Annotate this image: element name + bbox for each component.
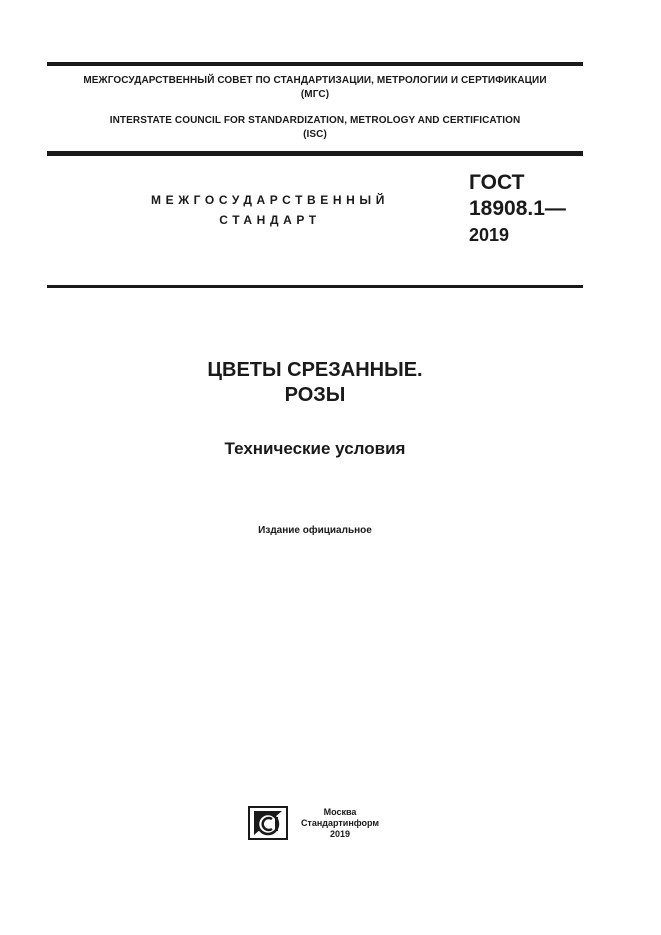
designation-year: 2019 (469, 225, 510, 245)
council-name-ru-line1: МЕЖГОСУДАРСТВЕННЫЙ СОВЕТ ПО СТАНДАРТИЗАЦИИ, МЕТРОЛОГИИ И СЕРТИФИКАЦИИ (83, 75, 547, 86)
publisher-city: Москва (323, 807, 357, 817)
designation-number: 18908.1— (469, 197, 566, 220)
middle-rule (47, 151, 583, 156)
publisher-name: Стандартинформ (300, 818, 380, 828)
document-title-line1: ЦВЕТЫ СРЕЗАННЫЕ. (207, 359, 423, 381)
document-title-line2: РОЗЫ (284, 384, 346, 406)
designation-prefix: ГОСТ (469, 171, 525, 194)
standard-type-line2: СТАНДАРТ (219, 213, 321, 227)
standartinform-logo-icon (248, 806, 288, 840)
document-subtitle: Технические условия (224, 439, 406, 458)
bottom-rule (47, 285, 583, 288)
top-rule (47, 62, 583, 66)
council-name-ru (47, 74, 583, 102)
council-abbr-ru: (МГС) (300, 89, 330, 100)
publisher-block (290, 807, 390, 840)
council-abbr-en: (ISC) (303, 129, 327, 140)
standard-type-line1: МЕЖГОСУДАРСТВЕННЫЙ (151, 193, 389, 207)
publisher-year: 2019 (329, 829, 351, 839)
council-name-en (47, 114, 583, 142)
council-name-en-line1: INTERSTATE COUNCIL FOR STANDARDIZATION, METROLOGY AND CERTIFICATION (109, 115, 521, 126)
standard-designation (469, 170, 566, 248)
edition-note: Издание официальное (258, 525, 372, 536)
